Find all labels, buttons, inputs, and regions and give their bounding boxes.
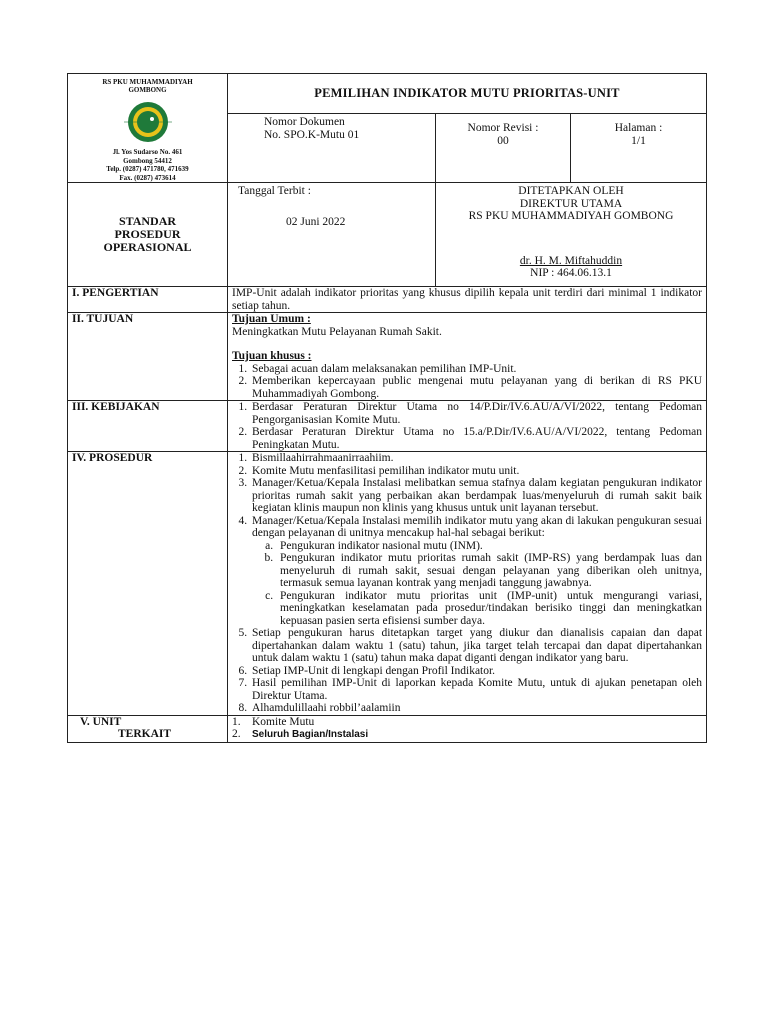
revision-cell xyxy=(436,114,571,183)
unit-label-line1: V. UNIT xyxy=(80,715,122,728)
issue-date-label: Tanggal Terbit : xyxy=(238,185,311,197)
list-item: 2. Memberikan kepercayaan public mengenai mutu pelayanan yang di berikan di RS PKU Muhammadiyah Gombong. xyxy=(250,375,702,400)
doc-number-cell xyxy=(228,114,436,183)
list-item: 1. Bismillaahirrahmaanirraahiim. xyxy=(250,452,702,465)
page-label: Halaman : xyxy=(614,122,663,135)
doc-number-value: No. SPO.K-Mutu 01 xyxy=(264,128,360,141)
sub-list-item: a. Pengukuran indikator nasional mutu (INM). xyxy=(276,540,702,553)
section-tujuan-label: II. TUJUAN xyxy=(68,313,228,401)
prosedur-sub-list xyxy=(252,540,702,628)
list-item-text: Manager/Ketua/Kepala Instalasi memilih indikator mutu yang akan di lakukan pengukuran sesuai dengan pelayanan di unitnya mencakup hal-hal sebagai berikut: xyxy=(252,514,703,539)
director-name: dr. H. M. Miftahuddin xyxy=(519,254,623,267)
section-kebijakan-content xyxy=(228,401,707,452)
approval-line: DIREKTUR UTAMA xyxy=(519,197,623,210)
unit-label-line2: TERKAIT xyxy=(118,728,172,740)
list-item: 6. Setiap IMP-Unit di lengkapi dengan Profil Indikator. xyxy=(250,665,702,678)
approval-line: DITETAPKAN OLEH xyxy=(518,185,624,197)
tujuan-umum-text: Meningkatkan Mutu Pelayanan Rumah Sakit. xyxy=(232,325,442,338)
revision-value: 00 xyxy=(497,134,509,147)
prosedur-list xyxy=(232,452,702,715)
list-item: 1. Sebagai acuan dalam melaksanakan pemilihan IMP-Unit. xyxy=(250,363,702,376)
kebijakan-list xyxy=(232,401,702,451)
sop-label-line: OPERASIONAL xyxy=(103,240,192,254)
list-item: 7. Hasil pemilihan IMP-Unit di laporkan kepada Komite Mutu, untuk di ajukan penetapan oleh Direktur Utama. xyxy=(250,677,702,702)
unit-item xyxy=(232,716,702,729)
section-unit-label xyxy=(68,715,228,742)
issue-date-cell xyxy=(228,183,436,287)
sop-label-cell xyxy=(68,183,228,287)
tujuan-khusus-list xyxy=(232,363,702,401)
list-item: 1. Berdasar Peraturan Direktur Utama no 14/P.Dir/IV.6.AU/A/VI/2022, tentang Pedoman Pengorganisasian Komite Mutu. xyxy=(250,401,702,426)
section-prosedur-label: IV. PROSEDUR xyxy=(68,452,228,716)
list-item: 2. Komite Mutu menfasilitasi pemilihan indikator mutu unit. xyxy=(250,465,702,478)
approval-cell xyxy=(436,183,707,287)
hospital-name: RS PKU MUHAMMADIYAH GOMBONG xyxy=(102,78,193,94)
sub-list-item: c. Pengukuran indikator mutu prioritas unit (IMP-unit) untuk mengurangi variasi, meningkatkan keselamatan pada prosedur/tindakan berisiko tinggi dan meningkatkan kepuasan pasien serta efisiensi sumber daya. xyxy=(276,590,702,628)
list-item: 5. Setiap pengukuran harus ditetapkan target yang diukur dan dianalisis capaian dan dapat dipertahankan dalam waktu 1 (satu) tahun, jika target telah tercapai dan dapat dipertahankan untuk dalam waktu 1 (satu) tahun maka dapat diganti dengan indikator yang baru. xyxy=(250,627,702,665)
section-pengertian-text: IMP-Unit adalah indikator prioritas yang khusus dipilih kepala unit terdiri dari minimal 1 indikator setiap tahun. xyxy=(228,287,707,313)
unit-item-text: Komite Mutu xyxy=(252,715,315,728)
approval-line: RS PKU MUHAMMADIYAH GOMBONG xyxy=(468,210,674,222)
unit-item-number: 2. xyxy=(232,728,241,740)
address-line: Fax. (0287) 473614 xyxy=(119,173,176,182)
sop-label-line: PROSEDUR xyxy=(114,227,181,241)
sop-label xyxy=(72,215,223,254)
unit-item xyxy=(232,728,702,742)
section-pengertian-label: I. PENGERTIAN xyxy=(68,287,228,313)
sub-list-item: b. Pengukuran indikator mutu prioritas rumah sakit (IMP-RS) yang berdampak luas dan menyeluruh di rumah sakit, sesuai dengan pelayanan yang diberikan oleh unitnya, termasuk semua layanan kontrak yang menjadi tanggung jawabnya. xyxy=(276,552,702,590)
page-value: 1/1 xyxy=(631,134,646,147)
document-title-cell xyxy=(228,74,707,114)
director-nip: NIP : 464.06.13.1 xyxy=(530,267,612,279)
list-item: 8. Alhamdulillaahi robbil’aalamiin xyxy=(250,702,702,715)
hospital-header-cell xyxy=(68,74,228,183)
hospital-address xyxy=(70,148,225,182)
revision-label: Nomor Revisi : xyxy=(467,122,539,135)
issue-date-value: 02 Juni 2022 xyxy=(286,215,346,228)
list-item: 2. Berdasar Peraturan Direktur Utama no 15.a/P.Dir/IV.6.AU/A/VI/2022, tentang Pedoman Peningkatan Mutu. xyxy=(250,426,702,451)
section-prosedur-content xyxy=(228,452,707,716)
list-item xyxy=(250,515,702,628)
section-tujuan-content xyxy=(228,313,707,401)
address-line: Telp. (0287) 471780, 471639 xyxy=(106,165,189,173)
tujuan-umum-title: Tujuan Umum : xyxy=(232,313,311,325)
unit-item-number: 1. xyxy=(232,715,241,728)
section-kebijakan-label: III. KEBIJAKAN xyxy=(68,401,228,452)
sop-document-table xyxy=(67,73,707,743)
hospital-logo-icon xyxy=(119,100,177,144)
section-unit-content xyxy=(228,715,707,742)
doc-number-label: Nomor Dokumen xyxy=(264,116,345,129)
address-line: Gombong 54412 xyxy=(123,156,172,165)
unit-item-text: Seluruh Bagian/Instalasi xyxy=(252,729,369,740)
address-line: Jl. Yos Sudarso No. 461 xyxy=(112,148,183,156)
tujuan-khusus-title: Tujuan khusus : xyxy=(232,350,312,362)
sop-label-line: STANDAR xyxy=(118,214,177,228)
document-title: PEMILIHAN INDIKATOR MUTU PRIORITAS-UNIT xyxy=(314,86,620,101)
list-item: 3. Manager/Ketua/Kepala Instalasi melibatkan semua stafnya dalam kegiatan pengukuran indikator prioritas rumah sakit yang perbaikan akan berdampak luas/menyeluruh di rumah sakit baik kegiatan klinis maupun non klinis yang khusus untuk unit layanan tersebut. xyxy=(250,477,702,515)
page-cell xyxy=(571,114,707,183)
